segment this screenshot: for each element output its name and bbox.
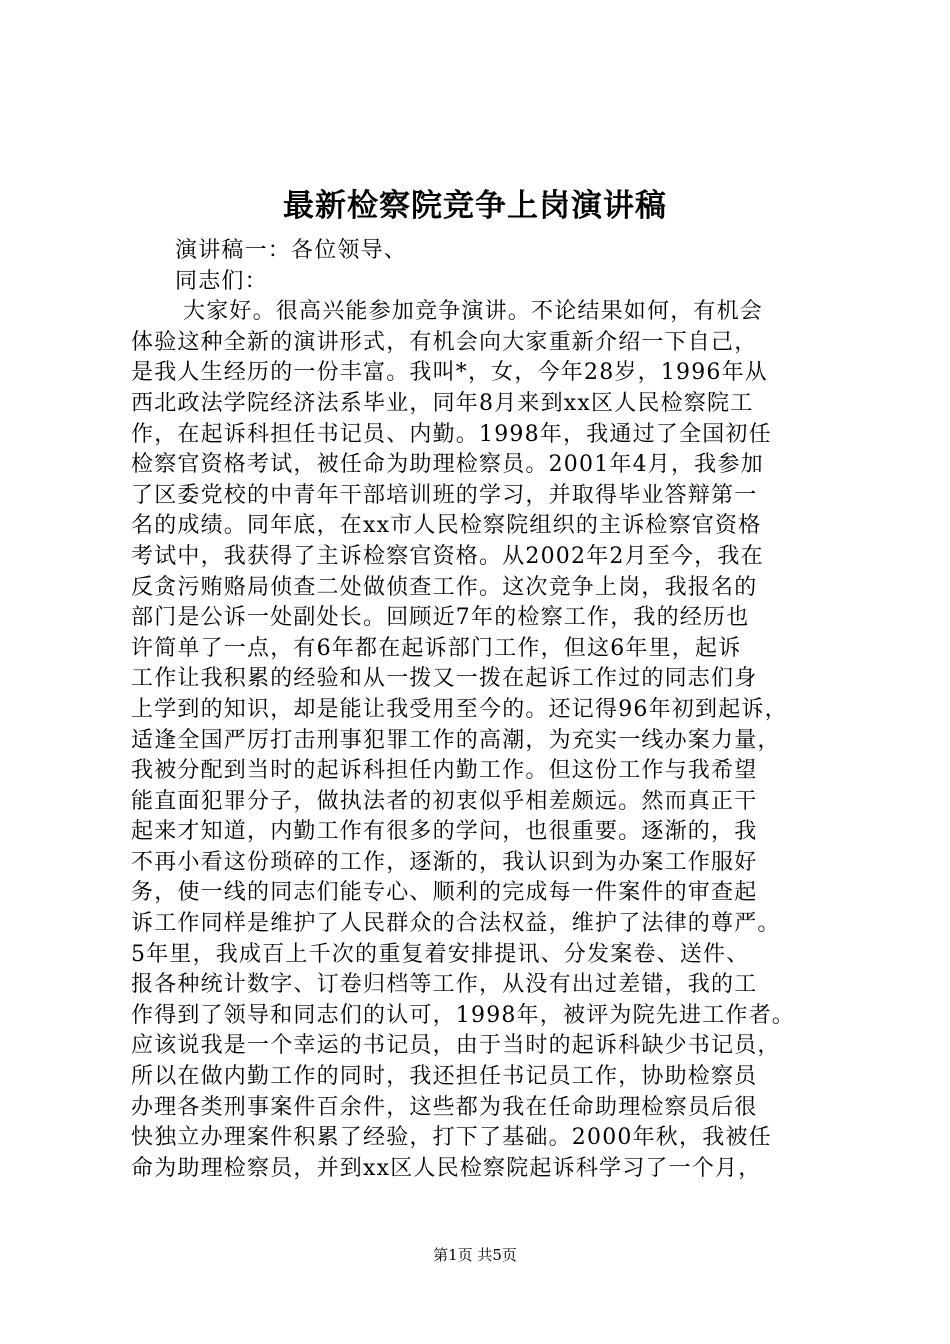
body-line: 体验这种全新的演讲形式，有机会向大家重新介绍一下自己，	[131, 329, 758, 355]
body-line: 能直面犯罪分子，做执法者的初衷似乎相差颇远。然而真正干	[131, 788, 758, 814]
body-line: 考试中，我获得了主诉检察官资格。从2002年2月至今，我在	[131, 543, 764, 569]
greeting-line: 同志们：	[175, 268, 268, 294]
document-body	[131, 236, 836, 1184]
body-line: 适逢全国严厉打击刑事犯罪工作的高潮，为充实一线办案力量，	[131, 727, 781, 753]
body-line: 起来才知道，内勤工作有很多的学问，也很重要。逐渐的，我	[131, 819, 758, 845]
body-line: 5年里，我成百上千次的重复着安排提讯、分发案卷、送件、	[131, 941, 750, 967]
body-line: 诉工作同样是维护了人民群众的合法权益，维护了法律的尊严。	[131, 911, 781, 937]
body-line: 应该说我是一个幸运的书记员，由于当时的起诉科缺少书记员，	[131, 1033, 781, 1059]
body-line: 作，在起诉科担任书记员、内勤。1998年，我通过了全国初任	[131, 421, 772, 447]
body-line: 大家好。很高兴能参加竞争演讲。不论结果如何，有机会	[183, 299, 764, 325]
body-line: 许简单了一点，有6年都在起诉部门工作，但这6年里，起诉	[131, 635, 742, 661]
body-line: 所以在做内勤工作的同时，我还担任书记员工作，协助检察员	[131, 1064, 758, 1090]
body-line: 作得到了领导和同志们的认可，1998年，被评为院先进工作者。	[131, 1002, 795, 1028]
body-line: 务，使一线的同志们能专心、顺利的完成每一件案件的审查起	[131, 880, 758, 906]
body-line: 是我人生经历的一份丰富。我叫*，女，今年28岁，1996年从	[131, 360, 768, 386]
body-line: 西北政法学院经济法系毕业，同年8月来到xx区人民检察院工	[131, 390, 754, 416]
body-line: 部门是公诉一处副处长。回顾近7年的检察工作，我的经历也	[131, 605, 750, 631]
greeting-line: 演讲稿一：各位领导、	[175, 238, 408, 263]
document-title: 最新检察院竞争上岗演讲稿	[283, 188, 667, 224]
body-line: 名的成绩。同年底，在xx市人民检察院组织的主诉检察官资格	[131, 513, 762, 539]
body-line: 报各种统计数字、订卷归档等工作，从没有出过差错，我的工	[131, 972, 758, 998]
body-line: 检察官资格考试，被任命为助理检察员。2001年4月，我参加	[131, 452, 764, 478]
body-line: 反贪污贿赂局侦查二处做侦查工作。这次竞争上岗，我报名的	[131, 574, 758, 600]
body-line: 我被分配到当时的起诉科担任内勤工作。但这份工作与我希望	[131, 758, 758, 784]
page-footer: 第1页 共5页	[433, 1246, 517, 1264]
body-line: 命为助理检察员，并到xx区人民检察院起诉科学习了一个月，	[131, 1155, 762, 1181]
body-line: 上学到的知识，却是能让我受用至今的。还记得96年初到起诉，	[131, 696, 788, 722]
body-line: 办理各类刑事案件百余件，这些都为我在任命助理检察员后很	[131, 1094, 758, 1120]
body-line: 快独立办理案件积累了经验，打下了基础。2000年秋，我被任	[131, 1125, 772, 1151]
body-line: 了区委党校的中青年干部培训班的学习，并取得毕业答辩第一	[131, 482, 758, 508]
body-line: 工作让我积累的经验和从一拨又一拨在起诉工作过的同志们身	[131, 666, 758, 692]
body-line: 不再小看这份琐碎的工作，逐渐的，我认识到为办案工作服好	[131, 849, 758, 875]
